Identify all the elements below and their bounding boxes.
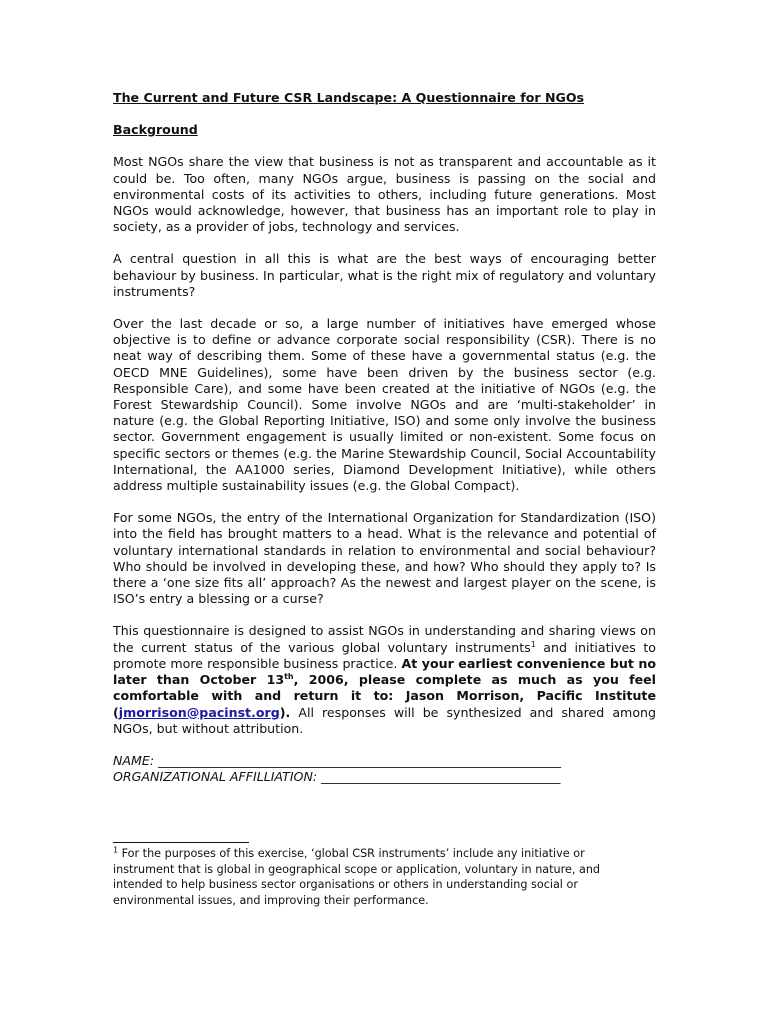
document-body	[113, 90, 656, 785]
return-instructions: , 2006, please complete as much as you feel comfortable with and return it to: Jason Morrison, Pacific Institute (	[113, 672, 656, 720]
organization-field: ORGANIZATIONAL AFFILLIATION: ______________________________________	[113, 769, 561, 785]
footnote-number: 1	[113, 845, 119, 855]
paragraph-4: For some NGOs, the entry of the International Organization for Standardization (ISO) into the field has brought matters to a head. What is the relevance and potential of voluntary international standards in relation to environmental and social behaviour? Who should be involved in developing these, and how? Who should they apply to? Is there a ‘one size fits all’ approach? As the newest and largest player on the scene, is ISO’s entry a blessing or a curse?	[113, 510, 656, 607]
document-title: The Current and Future CSR Landscape: A Questionnaire for NGOs	[113, 90, 585, 105]
footnote-reference: 1	[530, 639, 536, 649]
ordinal-suffix: th	[284, 671, 294, 681]
name-field: NAME: ________________________________________________________________	[113, 752, 562, 768]
footnote	[113, 846, 633, 908]
email-link[interactable]: jmorrison@pacinst.org	[118, 704, 280, 720]
paragraph-5	[113, 623, 656, 736]
paragraph-1: Most NGOs share the view that business is not as transparent and accountable as it could be. Too often, many NGOs argue, business is passing on the social and environmental costs of its activities to others, including future generations. Most NGOs would acknowledge, however, that business has an important role to play in society, as a provider of jobs, technology and services.	[113, 154, 656, 235]
paragraph-5-text-a: This questionnaire is designed to assist NGOs in understanding and sharing views on the current status of the various global voluntary instruments	[113, 623, 656, 655]
form-fields	[113, 753, 656, 785]
return-instructions-close: ).	[279, 704, 291, 720]
paragraph-5-text-b: and initiatives to promote more responsible business practice.	[113, 639, 656, 671]
section-heading: Background	[113, 122, 198, 138]
deadline-text: At your earliest convenience but no later than October 13	[113, 655, 657, 688]
paragraph-3: Over the last decade or so, a large number of initiatives have emerged whose objective is to define or advance corporate social responsibility (CSR). There is no neat way of describing them. Some of these have a governmental status (e.g. the OECD MNE Guidelines), some have been driven by the business sector (e.g. Responsible Care), and some have been created at the initiative of NGOs (e.g. the Forest Stewardship Council). Some involve NGOs and are ‘multi-stakeholder’ in nature (e.g. the Global Reporting Initiative, ISO) and some only involve the business sector. Government engagement is usually limited or non-existent. Some focus on specific sectors or themes (e.g. the Marine Stewardship Council, Social Accountability International, the AA1000 series, Diamond Development Initiative), while others address multiple sustainability issues (e.g. the Global Compact).	[113, 316, 656, 494]
footnote-divider	[113, 842, 249, 843]
paragraph-5-text-c: All responses will be synthesized and shared among NGOs, but without attribution.	[113, 704, 656, 736]
paragraph-2: A central question in all this is what are the best ways of encouraging better behaviour by business. In particular, what is the right mix of regulatory and voluntary instruments?	[113, 251, 656, 299]
footnote-text: For the purposes of this exercise, ‘global CSR instruments’ include any initiative or instrument that is global in geographical scope or application, voluntary in nature, and intended to help business sector organisations or others in understanding social or environmental issues, and improving their performance.	[113, 847, 601, 907]
